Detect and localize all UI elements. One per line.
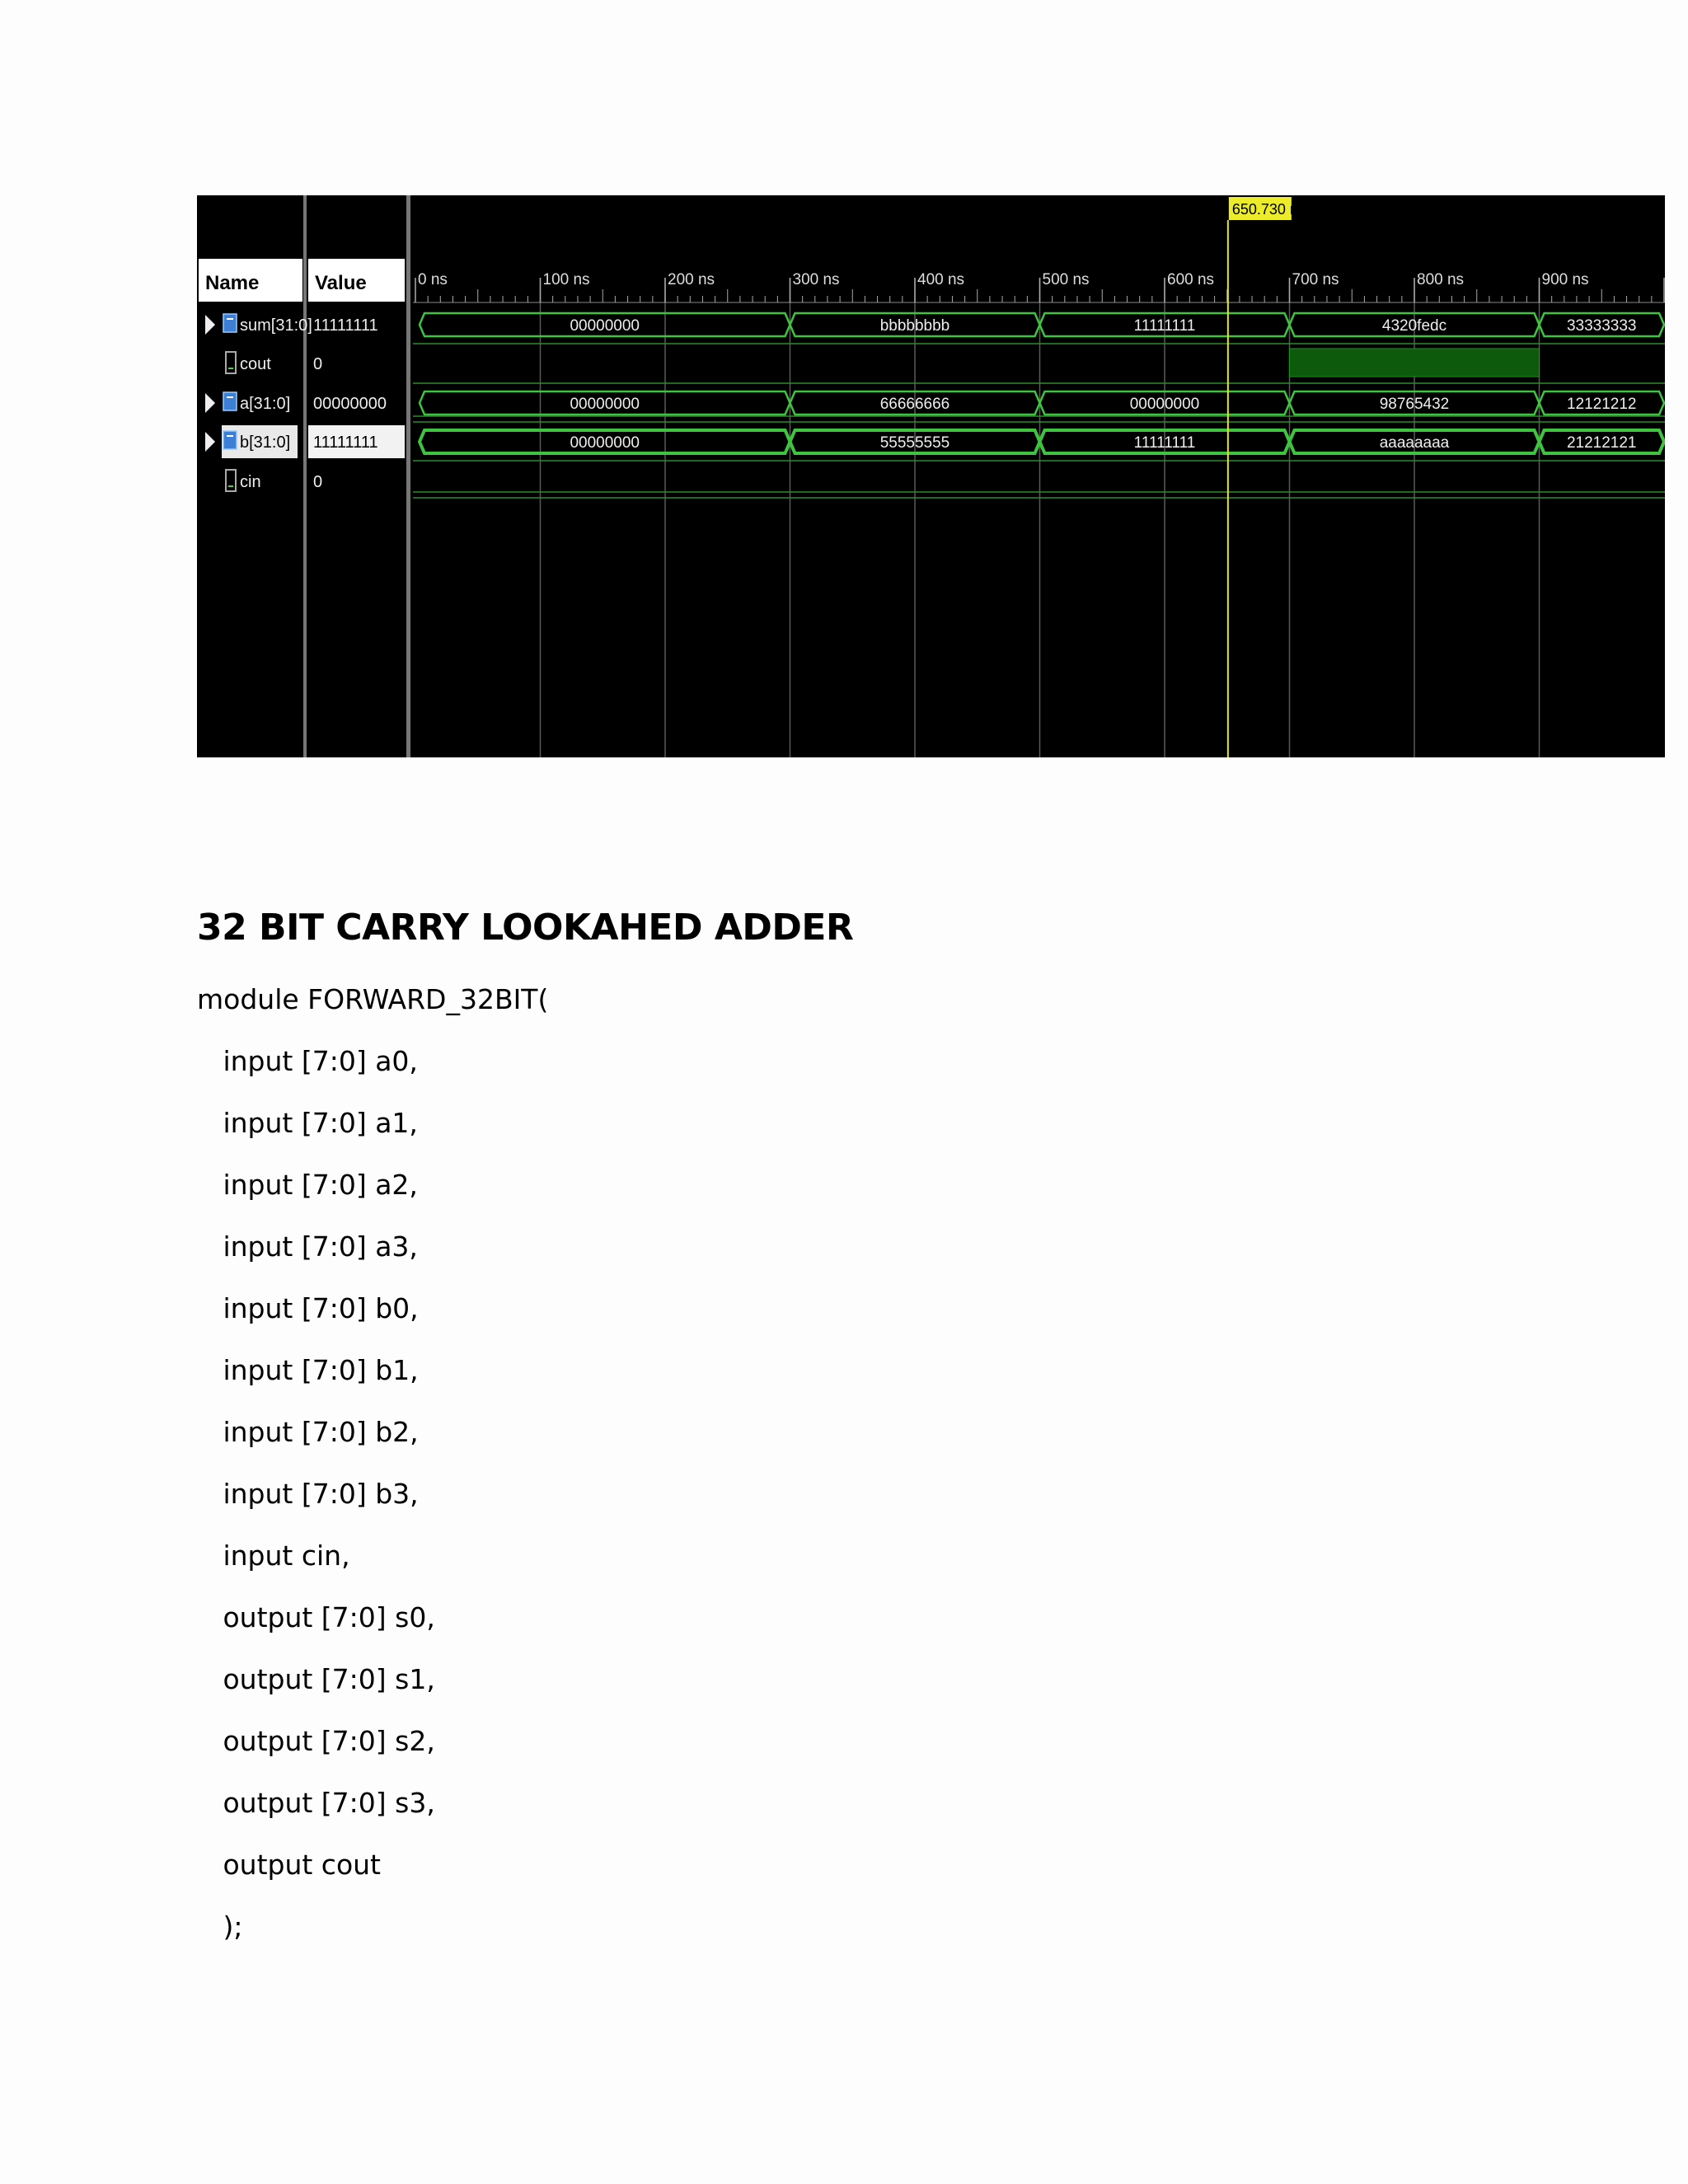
bit-signal-icon [226,352,236,373]
code-line: output cout [197,1849,381,1881]
signal-value: 0 [313,355,323,373]
signal-name: sum[31:0] [240,316,312,335]
expand-arrow-icon [205,432,215,452]
time-tick-label: 400 ns [917,271,965,288]
code-line: input cin, [197,1540,350,1572]
bus-value-label: 4320fedc [1381,317,1447,335]
signal-name: a[31:0] [240,395,291,413]
section-heading: 32 BIT CARRY LOOKAHED ADDER [197,907,854,949]
bus-value-label: 11111111 [1133,317,1196,335]
time-tick-label: 0 ns [418,271,448,288]
time-tick-label: 300 ns [792,271,840,288]
bus-value-label: 98765432 [1379,396,1450,413]
panel-divider [406,195,410,757]
bus-value-label: 21212121 [1566,434,1637,452]
code-line: input [7:0] b0, [197,1292,419,1324]
bus-value-label: aaaaaaaa [1379,434,1450,452]
code-line: output [7:0] s1, [197,1663,435,1695]
waveform-canvas [197,195,1665,757]
code-line: module FORWARD_32BIT( [197,983,549,1015]
signal-name: cin [240,473,261,491]
code-line: input [7:0] a1, [197,1107,418,1139]
code-line: input [7:0] a3, [197,1230,418,1263]
panel-divider [303,195,307,757]
expand-arrow-icon [205,393,215,413]
time-tick-label: 200 ns [668,271,715,288]
bus-value-label: 00000000 [570,434,640,452]
time-tick-label: 700 ns [1292,271,1339,288]
time-tick-label: 800 ns [1417,271,1465,288]
time-tick-label: 500 ns [1042,271,1090,288]
signal-value: 00000000 [313,395,387,413]
name-header: Name [205,272,260,294]
waveform-viewer [197,195,1665,757]
bus-value-label: 33333333 [1566,317,1637,335]
bus-value-label: 11111111 [1133,434,1196,452]
code-line: ); [197,1910,243,1943]
signal-name: cout [240,355,271,373]
bus-value-label: 55555555 [879,434,950,452]
high-level-fill [1290,349,1540,377]
code-line: output [7:0] s3, [197,1787,435,1819]
bus-value-label: bbbbbbbb [879,317,950,335]
bus-signal-icon [223,314,237,332]
bus-value-label: 00000000 [570,317,640,335]
bus-value-label: 12121212 [1566,396,1637,413]
signal-name: b[31:0] [240,434,291,452]
time-tick-label: 600 ns [1167,271,1215,288]
time-tick-label: 900 ns [1541,271,1589,288]
bus-value-label: 66666666 [879,396,950,413]
bus-value-label: 00000000 [1129,396,1200,413]
code-line: output [7:0] s2, [197,1725,435,1757]
code-line: input [7:0] a0, [197,1045,418,1077]
value-header: Value [315,272,367,294]
bit-signal-icon [226,470,236,491]
time-tick-label: 100 ns [542,271,590,288]
code-line: input [7:0] b2, [197,1416,419,1448]
code-line: input [7:0] b3, [197,1478,419,1510]
bus-value-label: 00000000 [570,396,640,413]
code-line: input [7:0] a2, [197,1169,418,1201]
signal-value: 0 [313,473,323,491]
bus-signal-icon [223,431,237,449]
code-line: output [7:0] s0, [197,1601,435,1633]
expand-arrow-icon [205,315,215,335]
signal-value: 11111111 [313,316,378,335]
signal-value: 11111111 [313,434,378,452]
code-line: input [7:0] b1, [197,1354,419,1386]
bus-signal-icon [223,392,237,410]
cursor-time-label: 650.730 ns [1231,201,1306,218]
